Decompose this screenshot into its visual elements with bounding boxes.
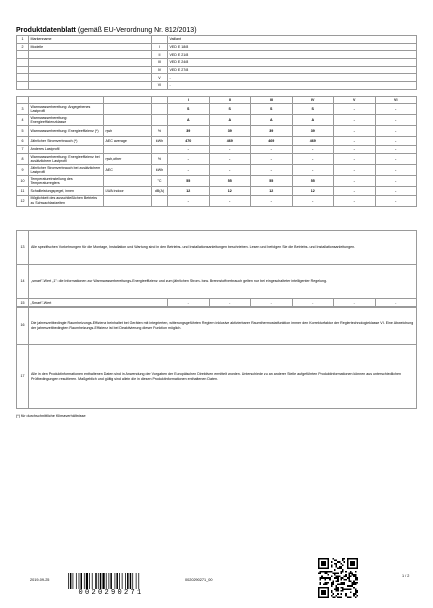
- row-unit: [152, 104, 168, 115]
- note-text: Die jahreszeitbedingte Raumheizungs-Effizienz beinhaltet bei Geräten mit integrierten, witterungsgeführten Reglern inklusive aktivierbarer Raumthermostatfunktion immer den Korrekturfaktor der Reglertechnologieklasse VI. Eine Abweichung der jahreszeitbedingten Raumheizungs-Effizienz ist bei Deaktivierung dieser Funktion möglich.: [29, 307, 417, 345]
- row-label: Warmwasserbereitung: Energieeffizienz bei zusätzlichem Lastprofil: [29, 154, 104, 165]
- value-cell: -: [334, 145, 376, 154]
- column-header: I: [168, 97, 210, 104]
- footnote: (*) für durchschnittliche Klimaverhältnisse: [16, 414, 86, 418]
- value-cell: 470: [168, 137, 210, 146]
- row-symbol: [104, 145, 152, 154]
- row-label: Warmwasserbereitung: Energieeffizienz (*): [29, 126, 104, 137]
- value-cell: -: [292, 154, 334, 165]
- value-cell: S: [209, 104, 251, 115]
- row-unit: kWh: [152, 165, 168, 176]
- value-cell: -: [292, 195, 334, 206]
- value-cell: -: [251, 154, 293, 165]
- value-cell: -: [334, 299, 376, 308]
- value-cell: -: [209, 299, 251, 308]
- value-cell: 12: [168, 187, 210, 196]
- value-cell: 55: [292, 176, 334, 187]
- value-cell: A: [209, 115, 251, 126]
- value-cell: 55: [168, 176, 210, 187]
- model-index: II: [152, 51, 168, 59]
- column-header: VI: [375, 97, 417, 104]
- model-value: -: [168, 82, 417, 90]
- column-header: IV: [292, 97, 334, 104]
- data-row: [17, 176, 417, 187]
- value-cell: 39: [292, 126, 334, 137]
- title-subtitle: (gemäß EU-Verordnung Nr. 812/2013): [77, 27, 197, 34]
- row-label: Markenname: [29, 36, 152, 44]
- row-symbol: AEC average: [104, 137, 152, 146]
- value-cell: -: [334, 187, 376, 196]
- row-symbol: [104, 104, 152, 115]
- row-symbol: AEC: [104, 165, 152, 176]
- value-cell: 55: [251, 176, 293, 187]
- row-label: Möglichkeit des ausschließlichen Betriebs zu Schwachlastzeiten: [29, 195, 104, 206]
- row-label: Schallleistungspegel, innen: [29, 187, 104, 196]
- value-cell: -: [375, 154, 417, 165]
- value-cell: -: [251, 299, 293, 308]
- title-text: Produktdatenblatt: [16, 27, 76, 34]
- value-cell: -: [334, 115, 376, 126]
- row-unit: %: [152, 154, 168, 165]
- row-symbol: LWA indoor: [104, 187, 152, 196]
- value-cell: -: [209, 165, 251, 176]
- footer-date: 2019-09-25: [30, 578, 50, 582]
- value-cell: -: [375, 145, 417, 154]
- value-cell: -: [251, 195, 293, 206]
- row-number: 15: [17, 299, 29, 308]
- row-symbol: [104, 115, 152, 126]
- notes-table-2: [16, 306, 417, 409]
- value-cell: -: [375, 126, 417, 137]
- row-label: Warmwasserbereitung: Energieeffizienzklasse: [29, 115, 104, 126]
- row-label: [29, 74, 152, 82]
- barcode-image: [68, 573, 154, 589]
- note-text: Alle in den Produktinformationen enthaltenen Daten sind in Anwendung der Vorgaben der Europäischen Direktiven ermittelt worden. Unterschiede zu an anderer Stelle aufgeführten Produktinformationen können aus unterschiedlichen Prüfbedingungen resultieren. Maßgeblich und gültig sind allein die in diesen Produktinformationen enthaltenen Daten.: [29, 345, 417, 409]
- row-number: [17, 74, 29, 82]
- model-value: VED E 18/8: [168, 43, 417, 51]
- data-row: [17, 154, 417, 165]
- row-label: Anderes Lastprofil: [29, 145, 104, 154]
- row-number: 5: [17, 126, 29, 137]
- row-number: 12: [17, 195, 29, 206]
- column-header-row: [17, 97, 417, 104]
- model-index: IV: [152, 66, 168, 74]
- value-cell: 12: [209, 187, 251, 196]
- value-cell: 469: [209, 137, 251, 146]
- model-value: VED E 24/8: [168, 59, 417, 67]
- note-row: [17, 265, 417, 299]
- value-cell: -: [334, 176, 376, 187]
- row-label: Jährlicher Stromverbrauch bei zusätzlichem Lastprofil: [29, 165, 104, 176]
- value-cell: -: [334, 126, 376, 137]
- model-value: VED E 21/8: [168, 51, 417, 59]
- value-cell: 469: [292, 137, 334, 146]
- row-number: 1: [17, 36, 29, 44]
- value-cell: -: [375, 165, 417, 176]
- value-cell: 469: [251, 137, 293, 146]
- barcode-number: 0020290271: [78, 589, 144, 597]
- qr-code-image: [318, 558, 358, 598]
- value-cell: -: [251, 165, 293, 176]
- row-number: [17, 51, 29, 59]
- data-row: [17, 145, 417, 154]
- model-index: V: [152, 74, 168, 82]
- blank-cell: [152, 97, 168, 104]
- value-cell: 39: [168, 126, 210, 137]
- value-cell: -: [334, 154, 376, 165]
- value-cell: -: [375, 187, 417, 196]
- row-label: „Smart"-Wert: [29, 299, 168, 308]
- note-number: 13: [17, 231, 29, 265]
- row-unit: %: [152, 126, 168, 137]
- models-table: [16, 35, 417, 90]
- model-row: [17, 66, 417, 74]
- row-symbol: ηwh,other: [104, 154, 152, 165]
- note-number: 17: [17, 345, 29, 409]
- row-symbol: ηwh: [104, 126, 152, 137]
- note-row: [17, 345, 417, 409]
- notes-table: [16, 230, 417, 299]
- data-row: [17, 104, 417, 115]
- row-number: [17, 82, 29, 90]
- row-unit: [152, 145, 168, 154]
- model-row: [17, 36, 417, 44]
- row-unit: dB(A): [152, 187, 168, 196]
- value-cell: -: [375, 176, 417, 187]
- model-row: [17, 51, 417, 59]
- column-header: V: [334, 97, 376, 104]
- value-cell: -: [375, 137, 417, 146]
- value-cell: S: [251, 104, 293, 115]
- value-cell: -: [334, 165, 376, 176]
- footer-page-number: 1 / 2: [402, 574, 410, 578]
- row-label: [29, 51, 152, 59]
- note-text: „smart"-Wert „1": die Informationen zur Warmwasserbereitungs-Energieeffizienz und zum jährlichen Strom- bzw. Brennstoffverbrauch gelten nur bei eingeschalteter intelligenter Regelung.: [29, 265, 417, 299]
- value-cell: -: [168, 195, 210, 206]
- value-cell: -: [209, 154, 251, 165]
- row-number: 7: [17, 145, 29, 154]
- row-number: [17, 59, 29, 67]
- note-number: 14: [17, 265, 29, 299]
- value-cell: -: [168, 145, 210, 154]
- model-row: [17, 82, 417, 90]
- row-label: [29, 59, 152, 67]
- note-number: 16: [17, 307, 29, 345]
- model-row: [17, 43, 417, 51]
- data-row: [17, 126, 417, 137]
- value-cell: A: [251, 115, 293, 126]
- blank-cell: [104, 97, 152, 104]
- value-cell: -: [334, 195, 376, 206]
- note-text: Alle spezifischen Vorkehrungen für die Montage, Installation und Wartung sind in den Betriebs- und Installationsanleitungen beschrieben. Lesen und befolgen Sie die Betriebs- und Installationsanleitungen.: [29, 231, 417, 265]
- row-label: Jährlicher Stromverbrauch (*): [29, 137, 104, 146]
- value-cell: -: [334, 137, 376, 146]
- value-cell: S: [168, 104, 210, 115]
- note-row: [17, 307, 417, 345]
- value-cell: -: [168, 165, 210, 176]
- value-cell: -: [209, 195, 251, 206]
- row-label: Warmwasserbereitung: Angegebenes Lastprofil: [29, 104, 104, 115]
- model-index: I: [152, 43, 168, 51]
- model-value: Vaillant: [168, 36, 417, 44]
- data-row: [17, 137, 417, 146]
- column-header: III: [251, 97, 293, 104]
- page-title: [16, 27, 197, 34]
- row-number: 11: [17, 187, 29, 196]
- row-label: [29, 82, 152, 90]
- value-cell: -: [292, 145, 334, 154]
- value-cell: -: [375, 195, 417, 206]
- model-value: -: [168, 74, 417, 82]
- value-cell: 12: [292, 187, 334, 196]
- model-value: VED E 27/8: [168, 66, 417, 74]
- value-cell: 12: [251, 187, 293, 196]
- value-cell: 55: [209, 176, 251, 187]
- value-cell: 39: [251, 126, 293, 137]
- value-cell: -: [292, 165, 334, 176]
- row-number: [17, 66, 29, 74]
- note-row: [17, 231, 417, 265]
- row-unit: [152, 115, 168, 126]
- row-label: Temperatureinstellung des Temperaturreglers: [29, 176, 104, 187]
- data-row: [17, 115, 417, 126]
- row-number: 6: [17, 137, 29, 146]
- blank-cell: [17, 97, 29, 104]
- technical-data-table: [16, 96, 417, 207]
- data-row: [17, 195, 417, 206]
- row-number: 4: [17, 115, 29, 126]
- row-unit: kWh: [152, 137, 168, 146]
- row-number: 9: [17, 165, 29, 176]
- row-symbol: [104, 195, 152, 206]
- column-header: II: [209, 97, 251, 104]
- model-row: [17, 59, 417, 67]
- value-cell: A: [292, 115, 334, 126]
- value-cell: -: [334, 104, 376, 115]
- row-symbol: [104, 176, 152, 187]
- data-row: [17, 165, 417, 176]
- data-row: [17, 187, 417, 196]
- model-row: [17, 74, 417, 82]
- row-number: 10: [17, 176, 29, 187]
- model-index: [152, 36, 168, 44]
- value-cell: S: [292, 104, 334, 115]
- value-cell: 39: [209, 126, 251, 137]
- value-cell: -: [209, 145, 251, 154]
- row-label: Modelle: [29, 43, 152, 51]
- value-cell: -: [168, 299, 210, 308]
- value-cell: -: [251, 145, 293, 154]
- footer-doc-number: 0020290271_00: [185, 578, 213, 582]
- value-cell: -: [375, 115, 417, 126]
- row-number: 2: [17, 43, 29, 51]
- value-cell: -: [375, 299, 417, 308]
- row-unit: °C: [152, 176, 168, 187]
- value-cell: A: [168, 115, 210, 126]
- row-number: 8: [17, 154, 29, 165]
- row-label: [29, 66, 152, 74]
- value-cell: -: [375, 104, 417, 115]
- value-cell: -: [168, 154, 210, 165]
- blank-cell: [29, 97, 104, 104]
- row-number: 3: [17, 104, 29, 115]
- value-cell: -: [292, 299, 334, 308]
- row-unit: [152, 195, 168, 206]
- model-index: VI: [152, 82, 168, 90]
- model-index: III: [152, 59, 168, 67]
